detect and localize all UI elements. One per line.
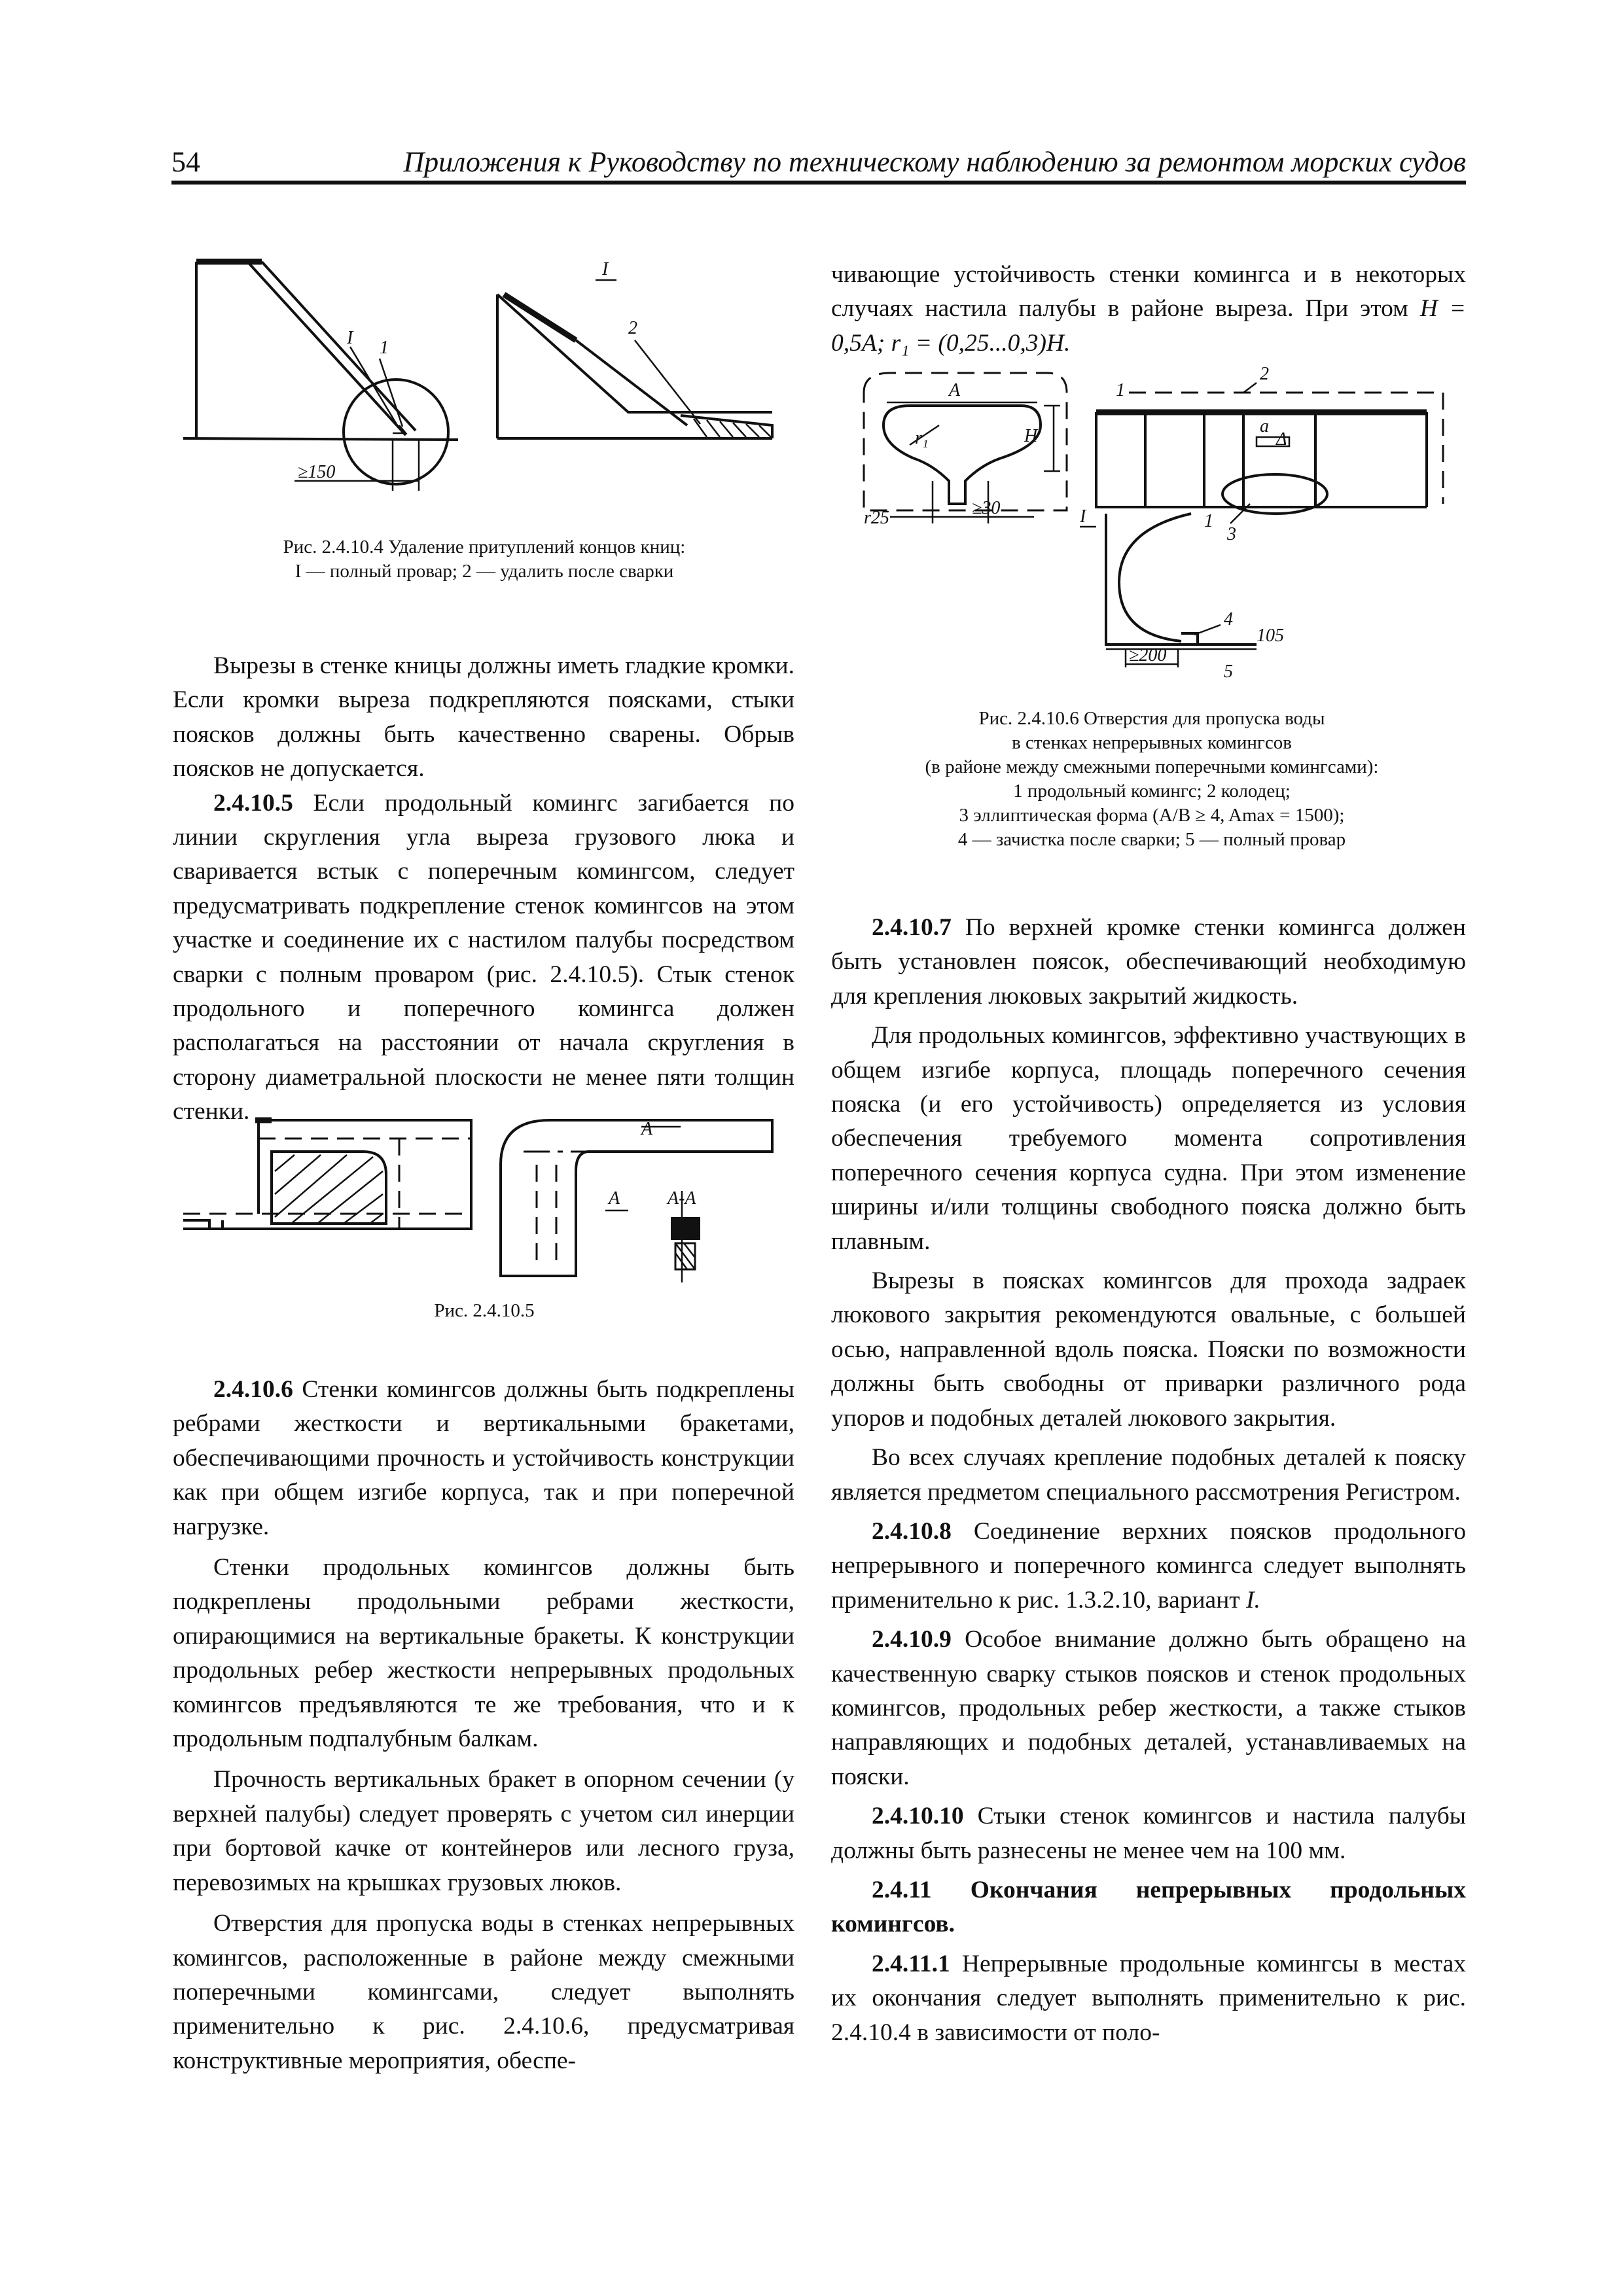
fig4-label-I: I — [347, 328, 353, 348]
paragraph: Вырезы в стенке кницы должны иметь гладкие кромки. Если кромки выреза подкрепляются поясками, стыки поясков должны быть качественно сварены. Обрыв поясков не допускается. — [173, 652, 794, 783]
right-column-lower — [831, 911, 1466, 2050]
fig6-label-delta: Δ — [1276, 429, 1287, 450]
figure-2-4-10-5 — [183, 1112, 766, 1282]
figure-2-4-10-6-caption: Рис. 2.4.10.6 Отверстия для пропуска воды в стенках непрерывных комингсов (в районе между смежными поперечными комингсами): 1 продольный комингс; 2 колодец; 3 эллиптическая форма (A/B ≥ 4, Amax = 1500); 4 — зачистка после сварки; 5 — полный провар — [925, 708, 1379, 850]
paragraph: 2.4.10.8 Соединение верхних поясков продольного непрерывного и поперечного комингса следует выполнять применительно к рис. 1.3.2.10, вариант I. — [831, 1517, 1466, 1614]
figure-2-4-10-4-caption: Рис. 2.4.10.4 Удаление притуплений концов книц: I — полный провар; 2 — удалить после сварки — [283, 537, 686, 582]
fig4-label-1: 1 — [380, 338, 389, 358]
paragraph: Вырезы в поясках комингсов для прохода задраек люкового закрытия рекомендуются овальные, с большей осью, направленной вдоль пояска. Пояски по возможности должны быть свободны от приварки различного рода упоров и подобных деталей люкового закрытия. — [831, 1267, 1466, 1432]
fig5-label-AA: A-A — [668, 1188, 696, 1209]
fig6-label-200: ≥200 — [1129, 645, 1167, 665]
paragraph: Во всех случаях крепление подобных деталей к пояску является предметом специального рассмотрения Регистром. — [831, 1444, 1466, 1506]
fig6-label-A: A — [949, 380, 961, 400]
paragraph: 2.4.10.9 Особое внимание должно быть обращено на качественную сварку стыков поясков и стенок продольных комингсов, продольных ребер жесткости, а также стыков направляющих и подобных деталей, устанавливаемых на пояски. — [831, 1626, 1466, 1790]
fig5-label-A: A — [641, 1119, 653, 1139]
paragraph: Прочность вертикальных бракет в опорном сечении (у верхней палубы) следует проверять с учетом сил инерции при бортовой качке от контейнеров или лесного груза, перевозимых на крышках грузовых люков. — [173, 1766, 794, 1896]
fig6-label-3: 3 — [1227, 524, 1236, 544]
header-rule — [171, 181, 1466, 185]
paragraph: Стенки продольных комингсов должны быть подкреплены продольными ребрами жесткости, опирающимися на вертикальные бракеты. К конструкции продольных ребер жесткости непрерывных продольных комингсов предъявляются те же требования, что и к продольным подпалубным балкам. — [173, 1554, 794, 1753]
paragraph: чивающие устойчивость стенки комингса и в некоторых случаях настила палубы в районе выреза. При этом H = 0,5A; r₁ = (0,25...0,3)H. — [831, 261, 1466, 357]
figure-2-4-10-5-caption: Рис. 2.4.10.5 — [434, 1300, 535, 1321]
figure-2-4-10-4 — [183, 249, 772, 510]
fig4-label-I-top: I — [602, 259, 609, 279]
page-number: 54 — [171, 146, 200, 178]
fig6-label-2: 2 — [1260, 364, 1269, 384]
fig6-label-1b: 1 — [1204, 511, 1213, 531]
section-heading: 2.4.11 Окончания непрерывных продольных комингсов. — [831, 1876, 1466, 1938]
right-column-top — [831, 258, 1466, 361]
paragraph: 2.4.11.1 Непрерывные продольные комингсы в местах их окончания следует выполнять применительно к рис. 2.4.10.4 в зависимости от поло- — [831, 1950, 1466, 2046]
fig6-label-r25: r25 — [864, 508, 889, 528]
paragraph: 2.4.10.6 Стенки комингсов должны быть подкреплены ребрами жесткости и вертикальными бракетами, обеспечивающими прочность и устойчивость конструкции как при общем изгибе корпуса, так и при поперечной нагрузке. — [173, 1376, 794, 1540]
running-header: Приложения к Руководству по техническому наблюдению за ремонтом морских судов — [403, 146, 1466, 178]
fig6-label-a: a — [1260, 416, 1269, 436]
paragraph: 2.4.10.10 Стыки стенок комингсов и настила палубы должны быть разнесены не менее чем на 100 мм. — [831, 1803, 1466, 1864]
fig6-label-H: H — [1024, 426, 1038, 446]
paragraph: Для продольных комингсов, эффективно участвующих в общем изгибе корпуса, площадь поперечного сечения пояска (и его устойчивость) определяется из условия обеспечения требуемого момента сопротивления поперечного сечения корпуса судна. При этом изменение ширины и/или толщины свободного пояска должно быть плавным. — [831, 1022, 1466, 1255]
fig6-label-1: 1 — [1116, 380, 1125, 400]
left-column — [173, 649, 794, 1129]
fig6-label-105: 105 — [1257, 626, 1284, 646]
fig6-label-I: I — [1080, 506, 1086, 527]
fig6-label-r1: r₁ — [915, 428, 929, 448]
paragraph: 2.4.10.7 По верхней кромке стенки комингса должен быть установлен поясок, обеспечивающий необходимую для крепления люковых закрытий жидкость. — [831, 914, 1466, 1010]
fig6-label-5: 5 — [1224, 662, 1233, 682]
left-column-lower — [173, 1373, 794, 2078]
paragraph: 2.4.10.5 Если продольный комингс загибается по линии скругления угла выреза грузового люка и сваривается встык с поперечным комингсом, следует предусматривать подкрепление стенок комингсов на этом участке и соединение их с настилом палубы посредством сварки с полным проваром (рис. 2.4.10.5). Стык стенок продольного и поперечного комингса должен располагаться на расстоянии от начала скругления в сторону диаметральной плоскости не менее пяти толщин стенки. — [173, 789, 794, 1125]
fig4-label-2: 2 — [628, 318, 637, 338]
fig6-label-30: ≥30 — [972, 498, 1001, 518]
paragraph: Отверстия для пропуска воды в стенках непрерывных комингсов, расположенные в районе между смежными поперечными комингсами, следует выполнять применительно к рис. 2.4.10.6, предусматривая конструктивные мероприятия, обеспе- — [173, 1910, 794, 2074]
figure-2-4-10-6 — [851, 366, 1453, 680]
fig5-label-A2: A — [609, 1188, 620, 1209]
fig4-dim: ≥150 — [298, 462, 336, 482]
fig6-label-4: 4 — [1224, 609, 1233, 629]
